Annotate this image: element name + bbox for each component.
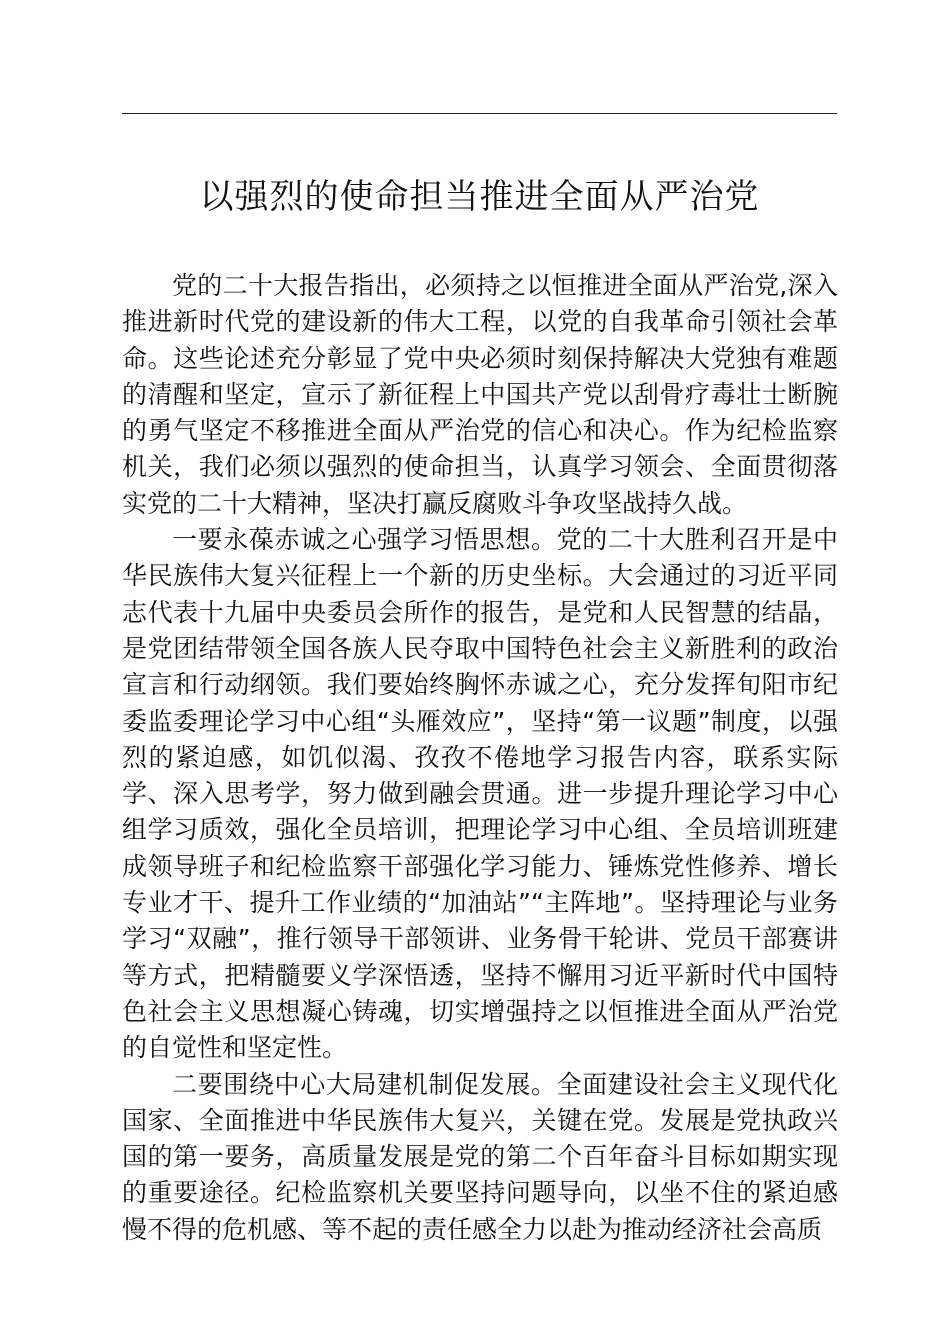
header-rule [122,113,837,114]
paragraph-study: 一要永葆赤诚之心强学习悟思想。党的二十大胜利召开是中华民族伟大复兴征程上一个新的历史坐标。大会通过的习近平同志代表十九届中央委员会所作的报告，是党和人民智慧的结晶，是党团结带领全国各族人民夺取中国特色社会主义新胜利的政治宣言和行动纲领。我们要始终胸怀赤诚之心，充分发挥旬阳市纪委监委理论学习中心组“头雁效应”，坚持“第一议题”制度，以强烈的紧迫感，如饥似渴、孜孜不倦地学习报告内容，联系实际学、深入思考学，努力做到融会贯通。进一步提升理论学习中心组学习质效，强化全员培训，把理论学习中心组、全员培训班建成领导班子和纪检监察干部强化学习能力、锤炼党性修养、增长专业才干、提升工作业绩的“加油站”“主阵地”。坚持理论与业务学习“双融”，推行领导干部领讲、业务骨干轮讲、党员干部赛讲等方式，把精髓要义学深悟透，坚持不懈用习近平新时代中国特色社会主义思想凝心铸魂，切实增强持之以恒推进全面从严治党的自觉性和坚定性。 [122,525,838,1063]
document-title: 以强烈的使命担当推进全面从严治党 [199,177,760,217]
document-body [122,268,838,1248]
paragraph-development: 二要围绕中心大局建机制促发展。全面建设社会主义现代化国家、全面推进中华民族伟大复兴，关键在党。发展是党执政兴国的第一要务，高质量发展是党的第二个百年奋斗目标如期实现的重要途径。纪检监察机关要坚持问题导向，以坐不住的紧迫感慢不得的危机感、等不起的责任感全力以赴为推动经济社会高质 [122,1069,838,1244]
paragraph-intro: 党的二十大报告指出，必须持之以恒推进全面从严治党,深入推进新时代党的建设新的伟大工程，以党的自我革命引领社会革命。这些论述充分彰显了党中央必须时刻保持解决大党独有难题的清醒和坚定，宣示了新征程上中国共产党以刮骨疗毒壮士断腕的勇气坚定不移推进全面从严治党的信心和决心。作为纪检监察机关，我们必须以强烈的使命担当，认真学习领会、全面贯彻落实党的二十大精神，坚决打赢反腐败斗争攻坚战持久战。 [122,271,838,518]
